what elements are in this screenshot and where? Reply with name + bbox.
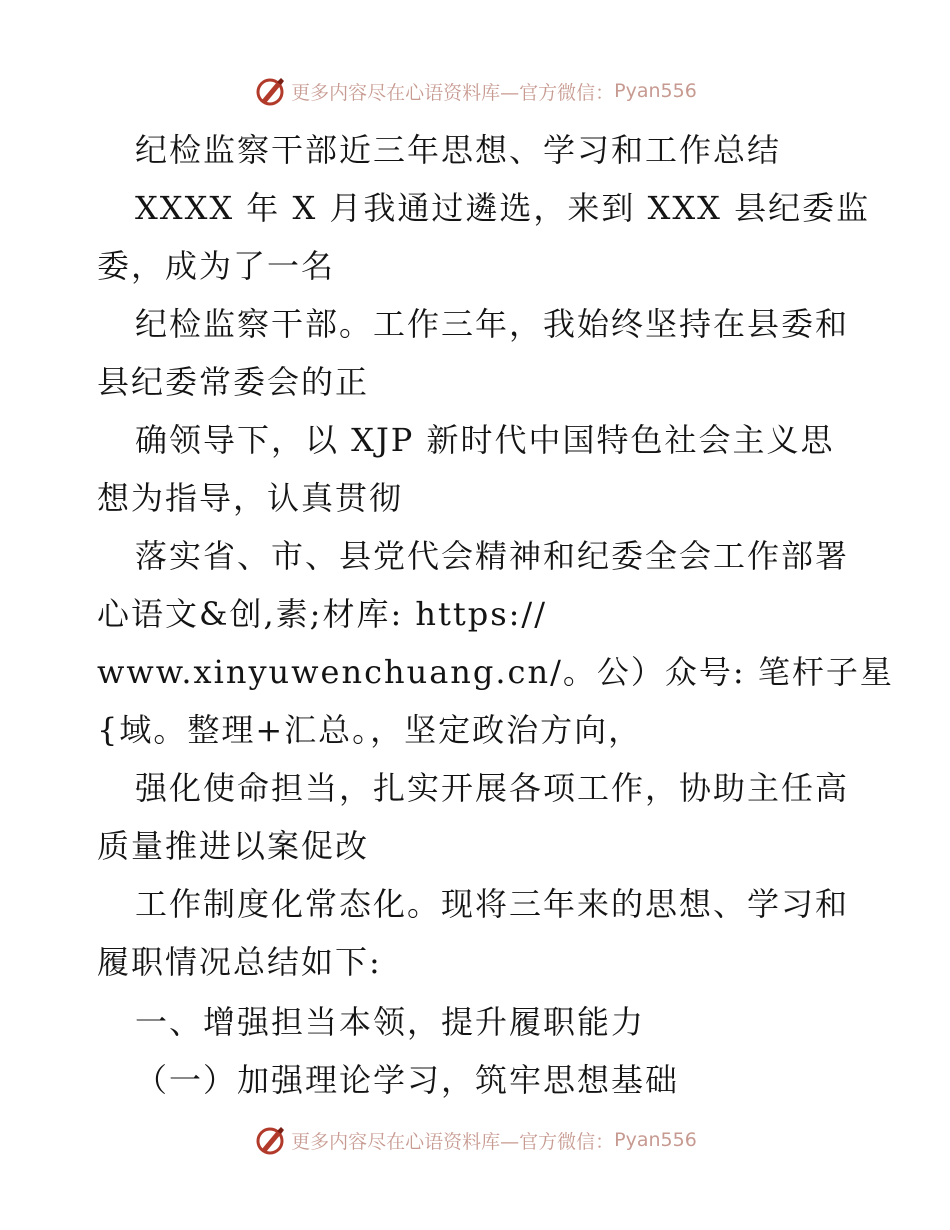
paragraph-line: 想为指导，认真贯彻 [97, 479, 404, 517]
banner-wechat-id: Pyan556 [614, 1129, 697, 1151]
paragraph-line: 履职情况总结如下: [97, 943, 382, 981]
doc-title: 纪检监察干部近三年思想、学习和工作总结 [135, 131, 782, 169]
banner-text: 更多内容尽在心语资料库—官方微信： [291, 81, 615, 104]
pen-logo-icon [253, 74, 287, 108]
header-watermark-banner [0, 71, 950, 111]
paragraph-line: 确领导下，以 XJP 新时代中国特色社会主义思 [135, 421, 835, 459]
paragraph-line: 县纪委常委会的正 [97, 363, 370, 401]
paragraph-line: 质量推进以案促改 [97, 827, 370, 865]
pen-logo-icon [253, 1123, 287, 1157]
section-heading: 一、增强担当本领，提升履职能力 [135, 1003, 646, 1041]
paragraph-line: {域。整理+汇总。，坚定政治方向， [97, 711, 643, 749]
paragraph-line: XXXX 年 X 月我通过遴选，来到 XXX 县纪委监 [135, 189, 871, 227]
paragraph-line: 心语文&创,素;材库: https:// [97, 595, 547, 633]
paragraph-line: 纪检监察干部。工作三年，我始终坚持在县委和 [135, 305, 850, 343]
paragraph-line: www.xinyuwenchuang.cn/。公）众号: 笔杆子星 [97, 653, 894, 691]
banner-wechat-id: Pyan556 [614, 80, 697, 102]
subsection-heading: （一）加强理论学习，筑牢思想基础 [135, 1061, 680, 1099]
paragraph-line: 委，成为了一名 [97, 247, 336, 285]
footer-watermark-banner [0, 1120, 950, 1160]
paragraph-line: 工作制度化常态化。现将三年来的思想、学习和 [135, 885, 850, 923]
paragraph-line: 强化使命担当，扎实开展各项工作，协助主任高 [135, 769, 850, 807]
paragraph-line: 落实省、市、县党代会精神和纪委全会工作部署 [135, 537, 850, 575]
banner-text: 更多内容尽在心语资料库—官方微信： [291, 1130, 615, 1153]
